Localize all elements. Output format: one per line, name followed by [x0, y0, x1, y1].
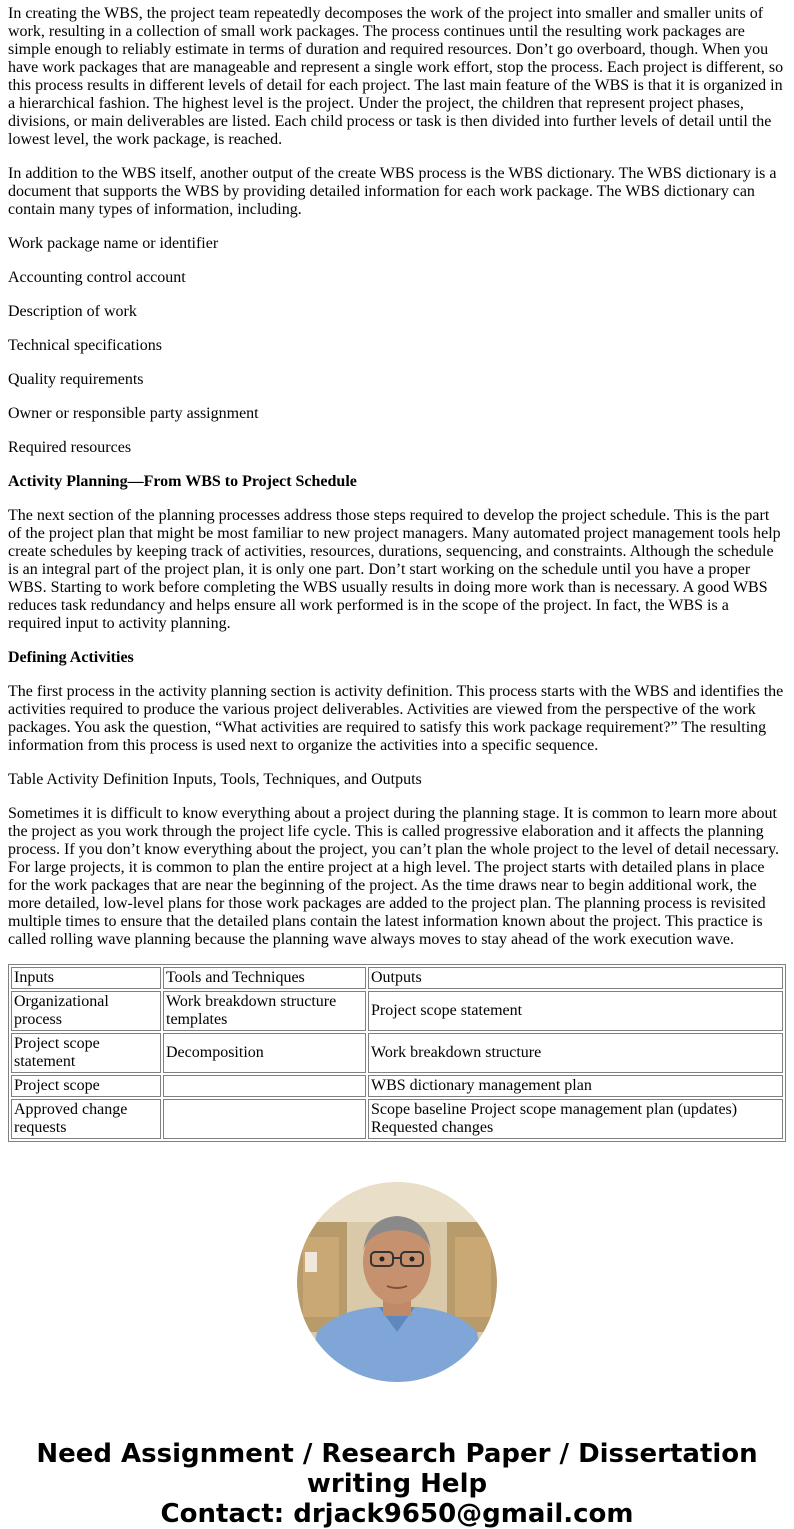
dictionary-item: Accounting control account	[8, 269, 186, 286]
section-heading-defining-activities: Defining Activities	[8, 649, 134, 666]
table-row	[11, 1099, 783, 1139]
dictionary-item: Required resources	[8, 439, 132, 456]
dictionary-item: Quality requirements	[8, 371, 144, 388]
table-header-cell: Tools and Techniques	[163, 967, 366, 989]
table-row	[11, 1033, 783, 1073]
avatar-container	[8, 1182, 786, 1387]
table-cell: Decomposition	[163, 1033, 366, 1073]
intro-paragraph-2: In addition to the WBS itself, another output of the create WBS process is the WBS dictionary. The WBS dictionary is a document that supports the WBS by providing detailed information for each work package. The WBS dictionary can contain many types of information, including.	[8, 165, 777, 218]
table-header-cell: Inputs	[11, 967, 161, 989]
promo-banner	[8, 1439, 786, 1529]
dictionary-item: Description of work	[8, 303, 137, 320]
dictionary-item: Owner or responsible party assignment	[8, 405, 259, 422]
table-caption: Table Activity Definition Inputs, Tools, Techniques, and Outputs	[8, 771, 422, 788]
table-header-cell: Outputs	[368, 967, 783, 989]
promo-line-1: Need Assignment / Research Paper / Dissertation writing Help	[36, 1439, 758, 1499]
dictionary-item: Work package name or identifier	[8, 235, 219, 252]
table-cell	[163, 1075, 366, 1097]
table-cell: WBS dictionary management plan	[368, 1075, 783, 1097]
intro-paragraph-1: In creating the WBS, the project team repeatedly decomposes the work of the project into smaller and smaller units of work, resulting in a collection of small work packages. The process continues until the resulting work packages are simple enough to reliably estimate in terms of duration and required resources. Don’t go overboard, though. When you have work packages that are manageable and represent a single work effort, stop the process. Each project is different, so this process results in different levels of detail for each project. The last main feature of the WBS is that it is organized in a hierarchical fashion. The highest level is the project. Under the project, the children that represent project phases, divisions, or main deliverables are listed. Each child process or task is then divided into further levels of detail until the lowest level, the work package, is reached.	[8, 5, 784, 148]
table-cell: Organizational process	[11, 991, 161, 1031]
table-cell: Work breakdown structure	[368, 1033, 783, 1073]
table-cell: Approved change requests	[11, 1099, 161, 1139]
activity-definition-table	[8, 964, 786, 1142]
table-header-row	[11, 967, 783, 989]
dictionary-item: Technical specifications	[8, 337, 162, 354]
table-cell: Work breakdown structure templates	[163, 991, 366, 1031]
promo-contact-line: Contact: drjack9650@gmail.com	[160, 1499, 634, 1529]
table-cell	[163, 1099, 366, 1139]
table-row	[11, 1075, 783, 1097]
author-portrait	[297, 1182, 497, 1382]
table-cell: Scope baseline Project scope management plan (updates) Requested changes	[368, 1099, 783, 1139]
avatar	[297, 1182, 497, 1382]
section-heading-activity-planning: Activity Planning—From WBS to Project Schedule	[8, 473, 357, 490]
progressive-elaboration-paragraph: Sometimes it is difficult to know everything about a project during the planning stage. It is common to learn more about the project as you work through the project life cycle. This is called progressive elaboration and it affects the planning process. If you don’t know everything about the project, you can’t plan the whole project to the level of detail necessary. For large projects, it is common to plan the entire project at a high level. The project starts with detailed plans in place for the work packages that are near the beginning of the project. As the time draws near to begin additional work, the more detailed, low-level plans for those work packages are added to the project plan. The planning process is revisited multiple times to ensure that the detailed plans contain the latest information known about the project. This practice is called rolling wave planning because the planning wave always moves to stay ahead of the work execution wave.	[8, 805, 780, 948]
table-row	[11, 991, 783, 1031]
defining-activities-paragraph: The first process in the activity planning section is activity definition. This process starts with the WBS and identifies the activities required to produce the various project deliverables. Activities are viewed from the perspective of the work packages. You ask the question, “What activities are required to satisfy this work package requirement?” The resulting information from this process is used next to organize the activities into a specific sequence.	[8, 683, 784, 754]
table-cell: Project scope statement	[368, 991, 783, 1031]
activity-planning-paragraph: The next section of the planning processes address those steps required to develop the project schedule. This is the part of the project plan that might be most familiar to new project managers. Many automated project management tools help create schedules by keeping track of activities, resources, durations, sequencing, and constraints. Although the schedule is an integral part of the project plan, it is only one part. Don’t start working on the schedule until you have a proper WBS. Starting to work before completing the WBS usually results in doing more work than is necessary. A good WBS reduces task redundancy and helps ensure all work performed is in the scope of the project. In fact, the WBS is a required input to activity planning.	[8, 507, 781, 632]
table-cell: Project scope statement	[11, 1033, 161, 1073]
table-cell: Project scope	[11, 1075, 161, 1097]
